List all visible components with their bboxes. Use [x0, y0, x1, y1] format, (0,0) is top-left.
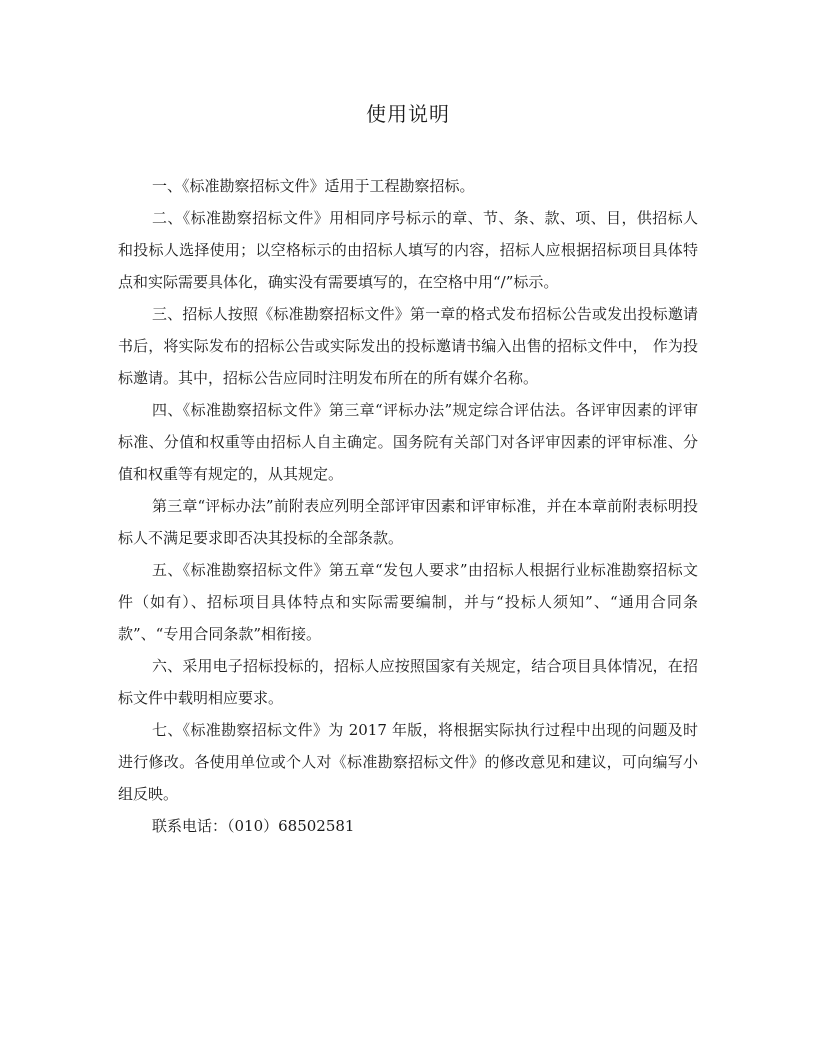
paragraph-6-electronic: 六、采用电子招标投标的，招标人应按照国家有关规定，结合项目具体情况，在招标文件中载明相应要求。 — [118, 657, 698, 707]
paragraph-4-appendix: 第三章“评标办法”前附表应列明全部评审因素和评审标准，并在本章前附表标明投标人不满足要求即否决其投标的全部条款。 — [118, 497, 698, 547]
paragraph-2-numbering: 二、《标准勘察招标文件》用相同序号标示的章、节、条、款、项、目，供招标人和投标人选择使用；以空格标示的由招标人填写的内容，招标人应根据招标项目具体特点和实际需要具体化，确实没有需要填写的，在空格中用“/”标示。 — [118, 209, 698, 291]
paragraph-7-version: 七、《标准勘察招标文件》为 2017 年版，将根据实际执行过程中出现的问题及时进行修改。各使用单位或个人对《标准勘察招标文件》的修改意见和建议，可向编写小组反映。 — [118, 721, 698, 803]
paragraph-4-evaluation: 四、《标准勘察招标文件》第三章“评标办法”规定综合评估法。各评审因素的评审标准、分值和权重等由招标人自主确定。国务院有关部门对各评审因素的评审标准、分值和权重等有规定的，从其规定。 — [118, 401, 698, 483]
paragraph-5-requirements: 五、《标准勘察招标文件》第五章“发包人要求”由招标人根据行业标准勘察招标文件（如有）、招标项目具体特点和实际需要编制，并与“投标人须知”、“通用合同条款”、“专用合同条款”相衔接。 — [118, 561, 698, 643]
paragraph-1-scope: 一、《标准勘察招标文件》适用于工程勘察招标。 — [152, 177, 475, 195]
contact-phone: 联系电话：（010）68502581 — [152, 817, 355, 835]
document-body — [118, 170, 698, 842]
page-title: 使用说明 — [366, 102, 450, 126]
paragraph-3-announcement: 三、招标人按照《标准勘察招标文件》第一章的格式发布招标公告或发出投标邀请书后，将实际发布的招标公告或实际发出的投标邀请书编入出售的招标文件中， 作为投标邀请。其中，招标公告应同时注明发布所在的所有媒介名称。 — [118, 305, 698, 387]
